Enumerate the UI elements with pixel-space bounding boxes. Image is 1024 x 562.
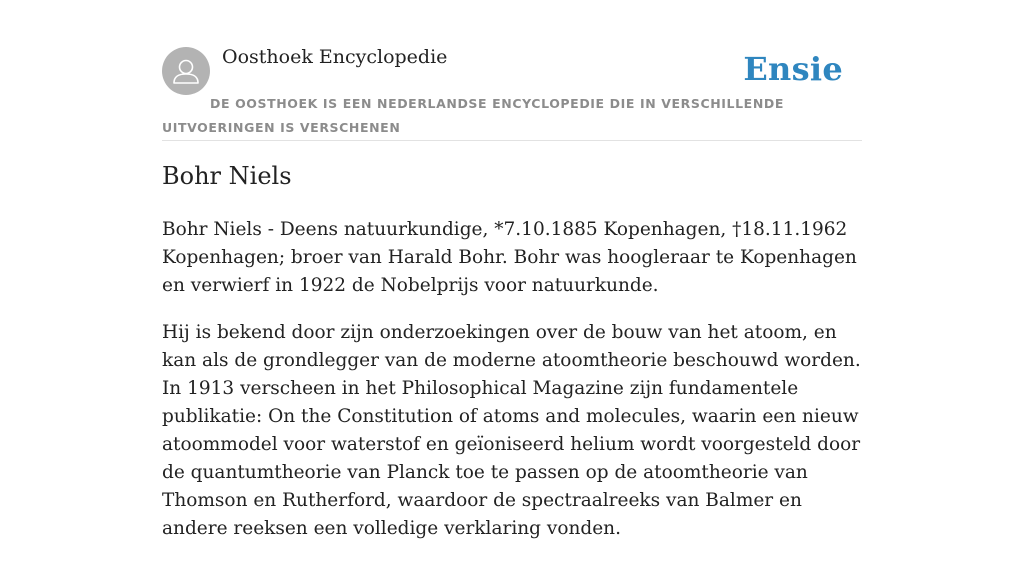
source-tagline: DE OOSTHOEK IS EEN NEDERLANDSE ENCYCLOPEDIE DIE IN VERSCHILLENDE UITVOERINGEN IS VERSCHENEN	[162, 96, 784, 135]
article-body	[162, 216, 862, 562]
brand-logo[interactable]: Ensie	[743, 50, 843, 88]
user-icon	[162, 47, 210, 95]
article-title: Bohr Niels	[162, 162, 292, 190]
source-avatar[interactable]	[162, 47, 210, 95]
source-header	[162, 46, 862, 141]
source-name[interactable]: Oosthoek Encyclopedie	[222, 46, 448, 68]
article-paragraph: Bohr Niels - Deens natuurkundige, *7.10.1885 Kopenhagen, †18.11.1962 Kopenhagen; broer van Harald Bohr. Bohr was hoogleraar te Kopenhagen en verwierf in 1922 de Nobelprijs voor natuurkunde.	[162, 219, 857, 296]
article-paragraph: Hij is bekend door zijn onderzoekingen over de bouw van het atoom, en kan als de grondlegger van de moderne atoomtheorie beschouwd worden. In 1913 verscheen in het Philosophical Magazine zijn fundamentele publikatie: On the Constitution of atoms and molecules, waarin een nieuw atoommodel voor waterstof en geïoniseerd helium wordt voorgesteld door de quantumtheorie van Planck toe te passen op de atoomtheorie van Thomson en Rutherford, waardoor de spectraalreeks van Balmer en andere reeksen een volledige verklaring vonden.	[162, 322, 861, 539]
